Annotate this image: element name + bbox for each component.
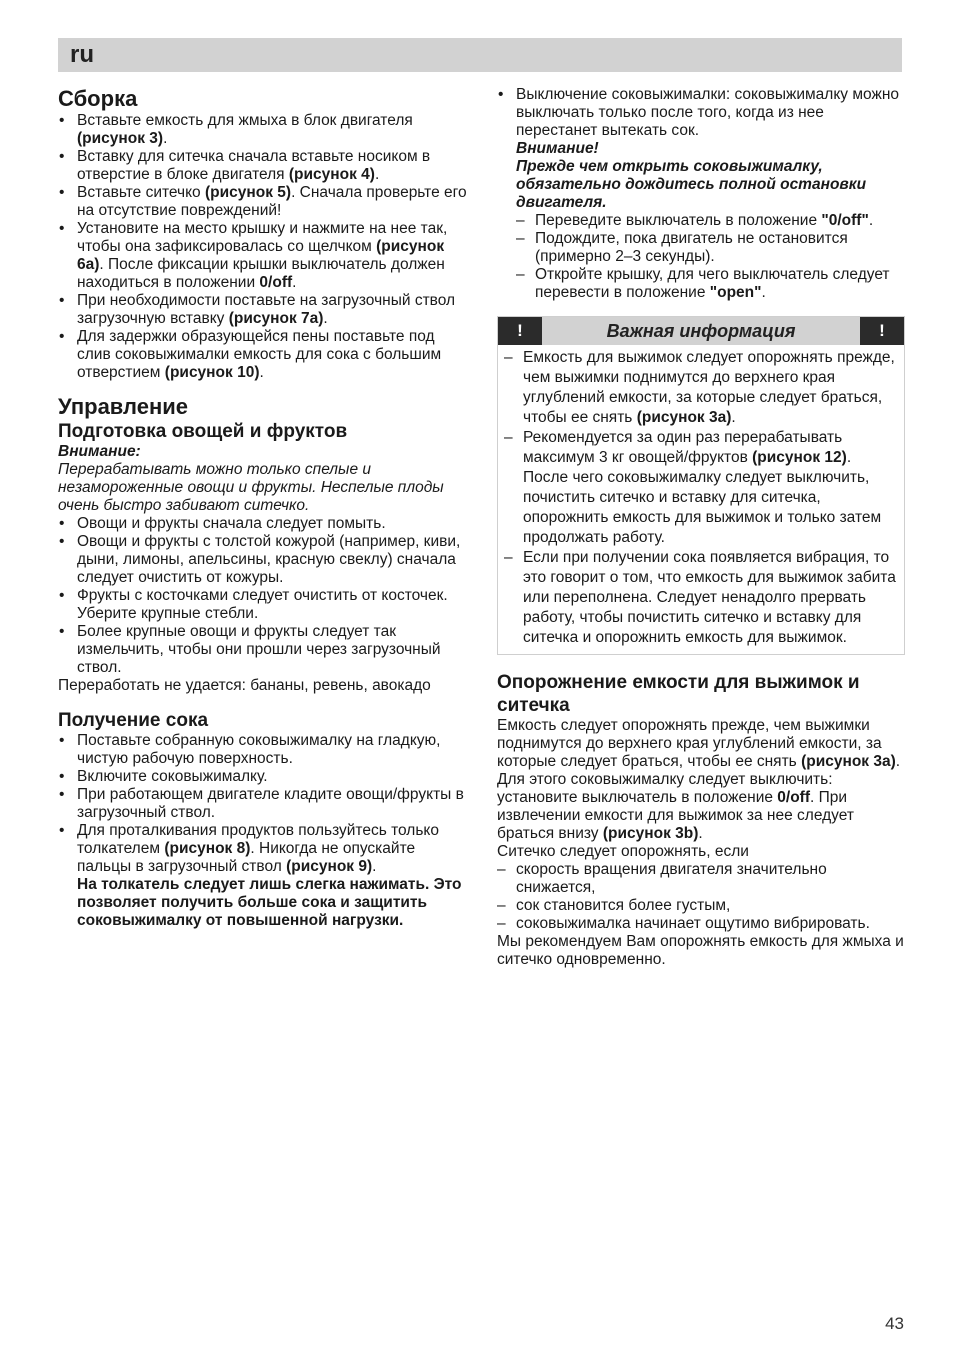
important-info-title: Важная информация: [606, 321, 796, 341]
unsuitable-note: Переработать не удается: бананы, ревень, авокадо: [58, 677, 431, 694]
important-info-header: [498, 317, 904, 345]
list-item: – Откройте крышку, для чего выключатель следует перевести в положение "open".: [516, 266, 905, 302]
list-item: • Установите на место крышку и нажмите на нее так, чтобы она зафиксировалась со щелчком (рисунок 6а). После фиксации крышки выключатель должен находиться в положении 0/off.: [58, 220, 468, 292]
juice-list: [58, 732, 468, 930]
assembly-heading: Сборка: [58, 86, 138, 111]
list-item: • Фрукты с косточками следует очистить от косточек. Уберите крупные стебли.: [58, 587, 468, 623]
list-item: • При необходимости поставьте на загрузочный ствол загрузочную вставку (рисунок 7а).: [58, 292, 468, 328]
sieve-conditions: [497, 861, 905, 933]
list-item: – Рекомендуется за один раз перерабатывать максимум 3 кг овощей/фруктов (рисунок 12). После чего соковыжималку следует выключить, почистить ситечко и вставку для ситечка, опорожнить емкость для выжимок и только затем продолжать работу.: [504, 428, 896, 548]
exclamation-icon: !: [860, 317, 904, 345]
list-item: • Вставьте ситечко (рисунок 5). Сначала проверьте его на отсутствие повреждений!: [58, 184, 468, 220]
list-item: • Выключение соковыжималки: соковыжималку можно выключать только после того, когда из нее перестанет вытекать сок. Внимание! Прежде чем открыть соковыжималку, обязательно дождитесь полной остановки двигателя. – Переведите выключатель в положение "0/off". – Подождите, пока двигатель не остановится (примерно 2–3 секунды). – Откройте крышку, для чего выключатель следует перевести в положение "open".: [497, 86, 905, 302]
left-column: [58, 86, 468, 930]
language-header-bar: [58, 38, 902, 72]
list-item: – Переведите выключатель в положение "0/off".: [516, 212, 905, 230]
list-item: – соковыжималка начинает ощутимо вибрировать.: [497, 915, 905, 933]
list-item: • Вставьте емкость для жмыха в блок двигателя (рисунок 3).: [58, 112, 468, 148]
list-item: • Овощи и фрукты с толстой кожурой (например, киви, дыни, лимоны, апельсины, красную свеклу) сначала следует очистить от кожуры.: [58, 533, 468, 587]
control-heading: Управление: [58, 394, 189, 419]
switch-off-steps: [516, 212, 905, 302]
list-item: • Для задержки образующейся пены поставьте под слив соковыжималки емкость для сока с большим отверстием (рисунок 10).: [58, 328, 468, 382]
list-item: • Поставьте собранную соковыжималку на гладкую, чистую рабочую поверхность.: [58, 732, 468, 768]
juice-heading: Получение сока: [58, 710, 209, 731]
attention-text: Перерабатывать можно только спелые и незамороженные овощи и фрукты. Неспелые плоды очень быстро забивают ситечко.: [58, 461, 444, 514]
recommendation: Мы рекомендуем Вам опорожнять емкость для жмыха и ситечко одновременно.: [497, 933, 904, 968]
list-item: – Подождите, пока двигатель не остановится (примерно 2–3 секунды).: [516, 230, 905, 266]
important-info-body: [498, 345, 904, 654]
emptying-text: Емкость следует опорожнять прежде, чем выжимки поднимутся до верхнего края углублений емкости, за которые следует браться, чтобы ее снять (рисунок 3а). Для этого соковыжималку следует выключить: установите выключатель в положение 0/off. При извлечении емкости для выжимок за нее следует браться внизу (рисунок 3b).: [497, 717, 901, 842]
pusher-warning: На толкатель следует лишь слегка нажимать. Это позволяет получить больше сока и защитить соковыжималку от повышенной нагрузки.: [77, 876, 462, 929]
list-item: • Для проталкивания продуктов пользуйтесь только толкателем (рисунок 8). Никогда не опускайте пальцы в загрузочный ствол (рисунок 9). На толкатель следует лишь слегка нажимать. Это позволяет получить больше сока и защитить соковыжималку от повышенной нагрузки.: [58, 822, 468, 930]
prep-heading: Подготовка овощей и фруктов: [58, 421, 348, 442]
assembly-list: [58, 112, 468, 382]
list-item: • Вставку для ситечка сначала вставьте носиком в отверстие в блоке двигателя (рисунок 4).: [58, 148, 468, 184]
list-item: • Включите соковыжималку.: [58, 768, 468, 786]
prep-list: [58, 515, 468, 677]
page-number: 43: [885, 1314, 904, 1333]
list-item: – Емкость для выжимок следует опорожнять прежде, чем выжимки поднимутся до верхнего края углублений емкости, за которые следует браться, чтобы ее снять (рисунок 3а).: [504, 348, 896, 428]
list-item: – сок становится более густым,: [497, 897, 905, 915]
important-info-box: [497, 316, 905, 655]
list-item: – скорость вращения двигателя значительно снижается,: [497, 861, 905, 897]
exclamation-icon: !: [498, 317, 542, 345]
sieve-intro: Ситечко следует опорожнять, если: [497, 843, 749, 860]
right-column: [497, 86, 905, 969]
list-item: – Если при получении сока появляется вибрация, то это говорит о том, что емкость для выжимок забита или переполнена. Следует ненадолго прервать работу, чтобы почистить ситечко и вставку для ситечка и опорожнить емкость для выжимок.: [504, 548, 896, 648]
list-item: • Более крупные овощи и фрукты следует так измельчить, чтобы они прошли через загрузочный ствол.: [58, 623, 468, 677]
switch-off-list: [497, 86, 905, 302]
emptying-heading: Опорожнение емкости для выжимок и ситечка: [497, 672, 860, 716]
list-item: • При работающем двигателе кладите овощи/фрукты в загрузочный ствол.: [58, 786, 468, 822]
language-code: ru: [70, 41, 94, 68]
list-item: • Овощи и фрукты сначала следует помыть.: [58, 515, 468, 533]
attention-label: Внимание:: [58, 443, 141, 460]
